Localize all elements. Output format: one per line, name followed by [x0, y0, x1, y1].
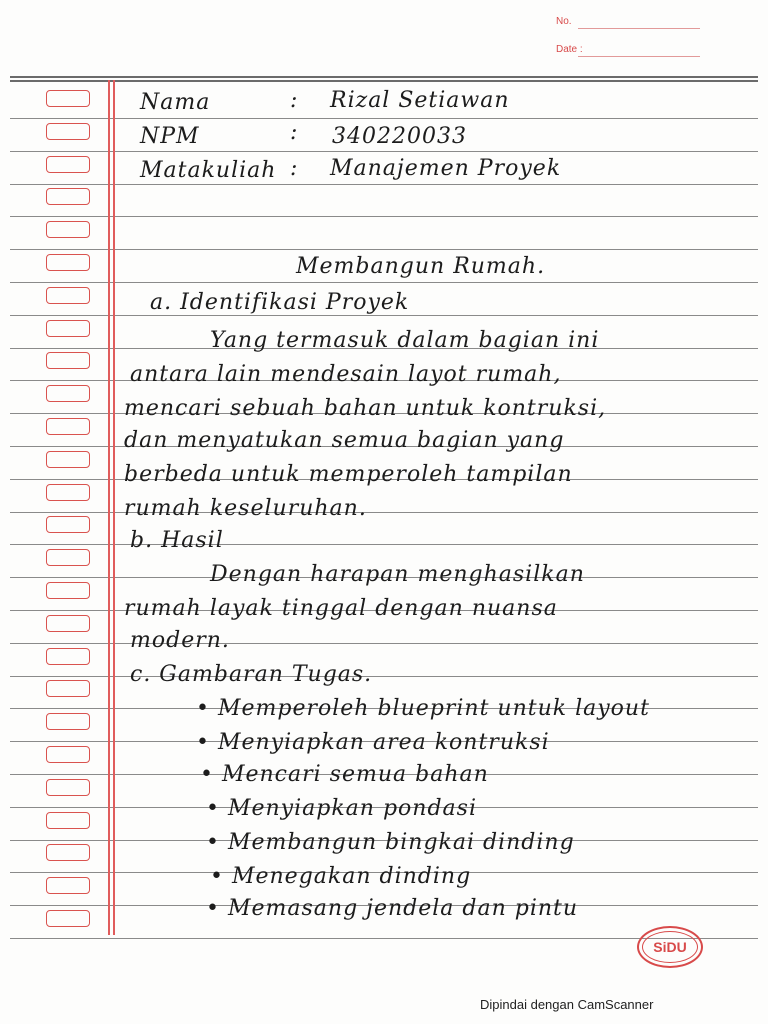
- value-matakuliah: Manajemen Proyek: [330, 156, 562, 181]
- margin-box: [46, 484, 90, 501]
- top-band-line: [10, 76, 758, 78]
- text-line: berbeda untuk memperoleh tampilan: [124, 462, 573, 487]
- margin-box: [46, 221, 90, 238]
- ruled-line: [10, 282, 758, 283]
- task-item: • Menyiapkan area kontruksi: [196, 730, 550, 755]
- colon-npm: :: [290, 120, 299, 145]
- margin-box: [46, 844, 90, 861]
- text-line: mencari sebuah bahan untuk kontruksi,: [124, 396, 607, 421]
- ruled-line: [10, 184, 758, 185]
- margin-box: [46, 123, 90, 140]
- page-title: Membangun Rumah.: [296, 254, 546, 279]
- text-line: Dengan harapan menghasilkan: [210, 562, 585, 587]
- label-npm: NPM: [140, 124, 200, 149]
- task-item: • Memperoleh blueprint untuk layout: [196, 696, 650, 721]
- label-nama: Nama: [140, 90, 211, 115]
- section-a-heading: a. Identifikasi Proyek: [150, 290, 410, 315]
- margin-box: [46, 812, 90, 829]
- margin-box: [46, 615, 90, 632]
- margin-box: [46, 910, 90, 927]
- margin-box: [46, 779, 90, 796]
- margin-box: [46, 352, 90, 369]
- ruled-line: [10, 216, 758, 217]
- margin-line-right: [113, 80, 115, 935]
- margin-box: [46, 648, 90, 665]
- margin-box: [46, 549, 90, 566]
- ruled-line: [10, 151, 758, 152]
- scanner-footer: Dipindai dengan CamScanner: [480, 997, 654, 1012]
- ruled-line: [10, 544, 758, 545]
- margin-box: [46, 680, 90, 697]
- task-item: • Memasang jendela dan pintu: [206, 896, 579, 921]
- colon-nama: :: [290, 88, 299, 113]
- margin-box: [46, 582, 90, 599]
- text-line: Yang termasuk dalam bagian ini: [210, 328, 600, 353]
- date-line: [578, 56, 700, 57]
- margin-box: [46, 90, 90, 107]
- margin-box: [46, 287, 90, 304]
- task-item: • Menyiapkan pondasi: [206, 796, 477, 821]
- sidu-stamp: [637, 926, 703, 968]
- text-line: antara lain mendesain layot rumah,: [130, 362, 562, 387]
- margin-box: [46, 385, 90, 402]
- margin-box: [46, 188, 90, 205]
- value-npm: 340220033: [332, 124, 467, 149]
- ruled-line: [10, 643, 758, 644]
- no-label: No.: [556, 16, 572, 27]
- margin-box: [46, 254, 90, 271]
- margin-box: [46, 320, 90, 337]
- text-line: rumah keseluruhan.: [124, 496, 367, 521]
- sidu-logo-icon: [642, 931, 698, 963]
- task-item: • Mencari semua bahan: [200, 762, 489, 787]
- sidu-logo-mark: [647, 936, 693, 958]
- margin-box: [46, 877, 90, 894]
- section-c-heading: c. Gambaran Tugas.: [130, 662, 373, 687]
- no-line: [578, 28, 700, 29]
- ruled-line: [10, 512, 758, 513]
- margin-box: [46, 713, 90, 730]
- margin-box: [46, 746, 90, 763]
- task-item: • Menegakan dinding: [210, 864, 472, 889]
- ruled-line: [10, 249, 758, 250]
- label-matakuliah: Matakuliah: [140, 158, 277, 183]
- ruled-line: [10, 118, 758, 119]
- colon-matakuliah: :: [290, 156, 299, 181]
- top-band-line: [10, 80, 758, 82]
- date-label: Date :: [556, 44, 583, 55]
- text-line: rumah layak tinggal dengan nuansa: [124, 596, 558, 621]
- margin-box: [46, 156, 90, 173]
- section-b-heading: b. Hasil: [130, 528, 224, 553]
- task-item: • Membangun bingkai dinding: [206, 830, 575, 855]
- margin-line-left: [108, 80, 110, 935]
- ruled-line: [10, 676, 758, 677]
- text-line: modern.: [130, 628, 230, 653]
- margin-box: [46, 451, 90, 468]
- svg-text:SiDU: SiDU: [653, 939, 687, 955]
- text-line: dan menyatukan semua bagian yang: [124, 428, 565, 453]
- margin-box: [46, 418, 90, 435]
- margin-box: [46, 516, 90, 533]
- value-nama: Rizal Setiawan: [330, 88, 510, 113]
